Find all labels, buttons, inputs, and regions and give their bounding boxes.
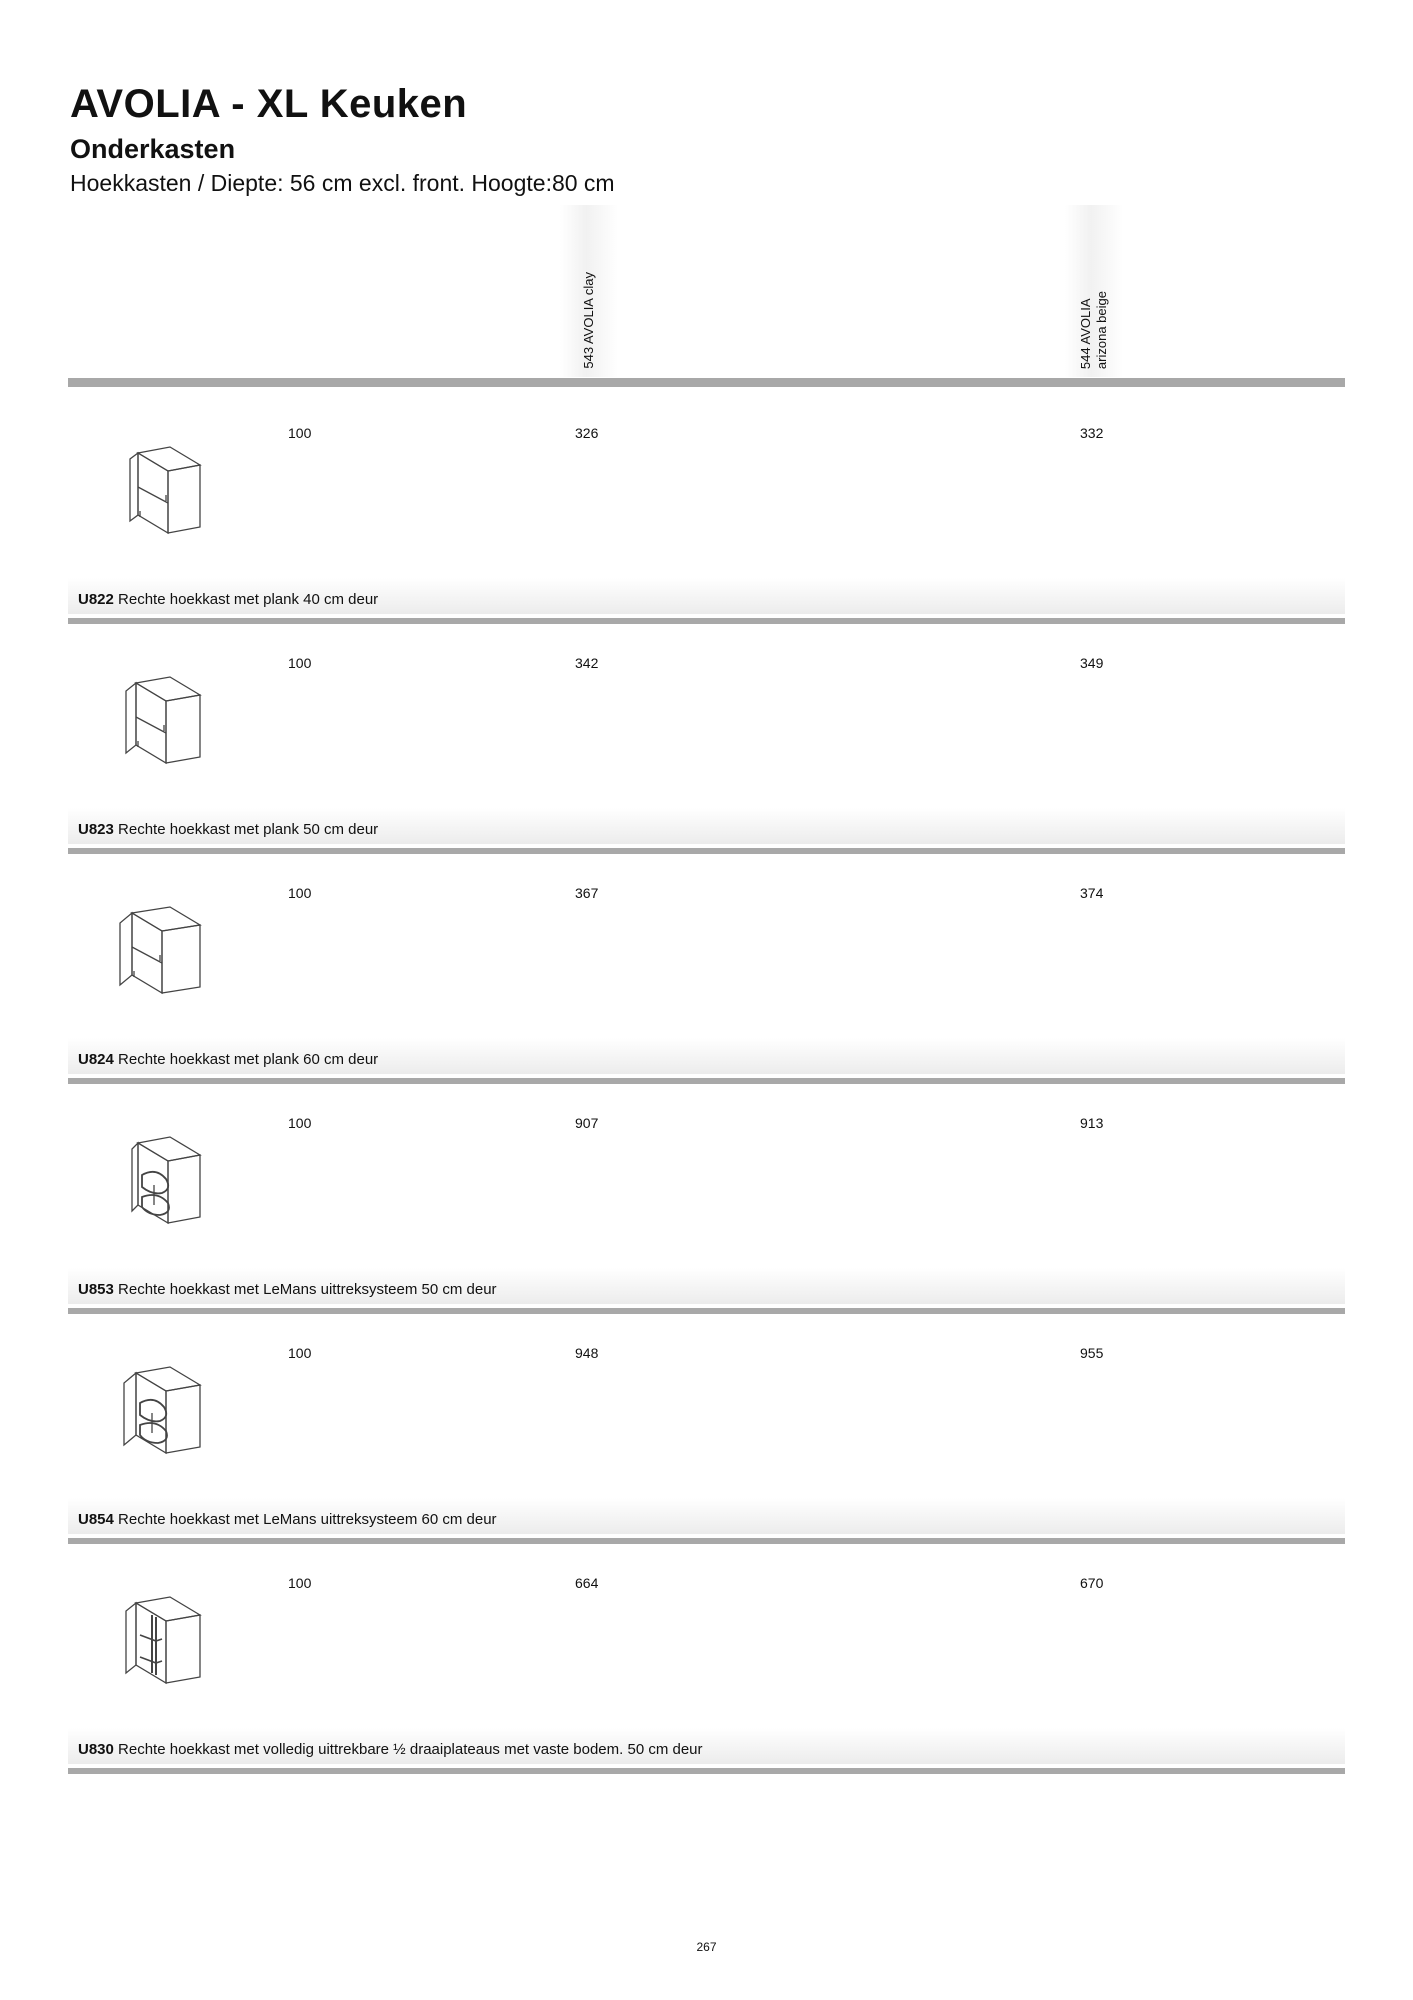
price-544: 670 <box>1080 1575 1104 1591</box>
item-name: Rechte hoekkast met LeMans uittreksysteem 50 cm deur <box>118 1281 497 1298</box>
item-code: U830 <box>78 1741 114 1758</box>
table-row <box>68 1310 1345 1540</box>
price-543: 948 <box>575 1345 599 1361</box>
item-code: U853 <box>78 1281 114 1298</box>
corner-cabinet-lemans-icon <box>108 1355 208 1465</box>
corner-cabinet-shelf-icon <box>108 895 208 1005</box>
item-label <box>68 578 1345 614</box>
table-row <box>68 390 1345 620</box>
width-value: 100 <box>288 1115 312 1131</box>
corner-cabinet-carousel-icon <box>108 1585 208 1695</box>
item-name: Rechte hoekkast met LeMans uittreksysteem 60 cm deur <box>118 1511 497 1528</box>
row-divider <box>68 1768 1345 1774</box>
price-544: 374 <box>1080 885 1104 901</box>
page-description: Hoekkasten / Diepte: 56 cm excl. front. Hoogte:80 cm <box>70 170 615 196</box>
page-title: AVOLIA - XL Keuken <box>70 82 468 126</box>
price-544: 955 <box>1080 1345 1104 1361</box>
item-label <box>68 1498 1345 1534</box>
table-row <box>68 1080 1345 1310</box>
price-544: 332 <box>1080 425 1104 441</box>
table-row <box>68 850 1345 1080</box>
price-544: 913 <box>1080 1115 1104 1131</box>
page-number: 267 <box>696 1940 717 1954</box>
price-543: 664 <box>575 1575 599 1591</box>
column-header-label: 544 AVOLIA arizona beige <box>1078 290 1109 369</box>
price-543: 367 <box>575 885 599 901</box>
price-543: 907 <box>575 1115 599 1131</box>
width-value: 100 <box>288 1345 312 1361</box>
width-value: 100 <box>288 655 312 671</box>
table-row <box>68 1540 1345 1770</box>
item-code: U854 <box>78 1511 114 1528</box>
header-divider <box>68 378 1345 387</box>
item-code: U823 <box>78 821 114 838</box>
table-row <box>68 620 1345 850</box>
item-label <box>68 808 1345 844</box>
column-header-544 <box>1065 205 1123 377</box>
price-544: 349 <box>1080 655 1104 671</box>
corner-cabinet-lemans-icon <box>108 1125 208 1235</box>
item-label <box>68 1728 1345 1764</box>
item-code: U822 <box>78 591 114 608</box>
page-subtitle: Onderkasten <box>70 134 236 164</box>
item-label <box>68 1268 1345 1304</box>
item-name: Rechte hoekkast met plank 60 cm deur <box>118 1051 379 1068</box>
width-value: 100 <box>288 425 312 441</box>
item-code: U824 <box>78 1051 114 1068</box>
column-header-543 <box>560 205 618 377</box>
item-label <box>68 1038 1345 1074</box>
item-name: Rechte hoekkast met plank 50 cm deur <box>118 821 379 838</box>
column-header-label: 543 AVOLIA clay <box>581 272 596 369</box>
width-value: 100 <box>288 885 312 901</box>
width-value: 100 <box>288 1575 312 1591</box>
corner-cabinet-shelf-icon <box>108 435 208 545</box>
price-543: 326 <box>575 425 599 441</box>
item-name: Rechte hoekkast met plank 40 cm deur <box>118 591 379 608</box>
item-name: Rechte hoekkast met volledig uittrekbare ½ draaiplateaus met vaste bodem. 50 cm deur <box>118 1741 703 1758</box>
price-543: 342 <box>575 655 599 671</box>
corner-cabinet-shelf-icon <box>108 665 208 775</box>
